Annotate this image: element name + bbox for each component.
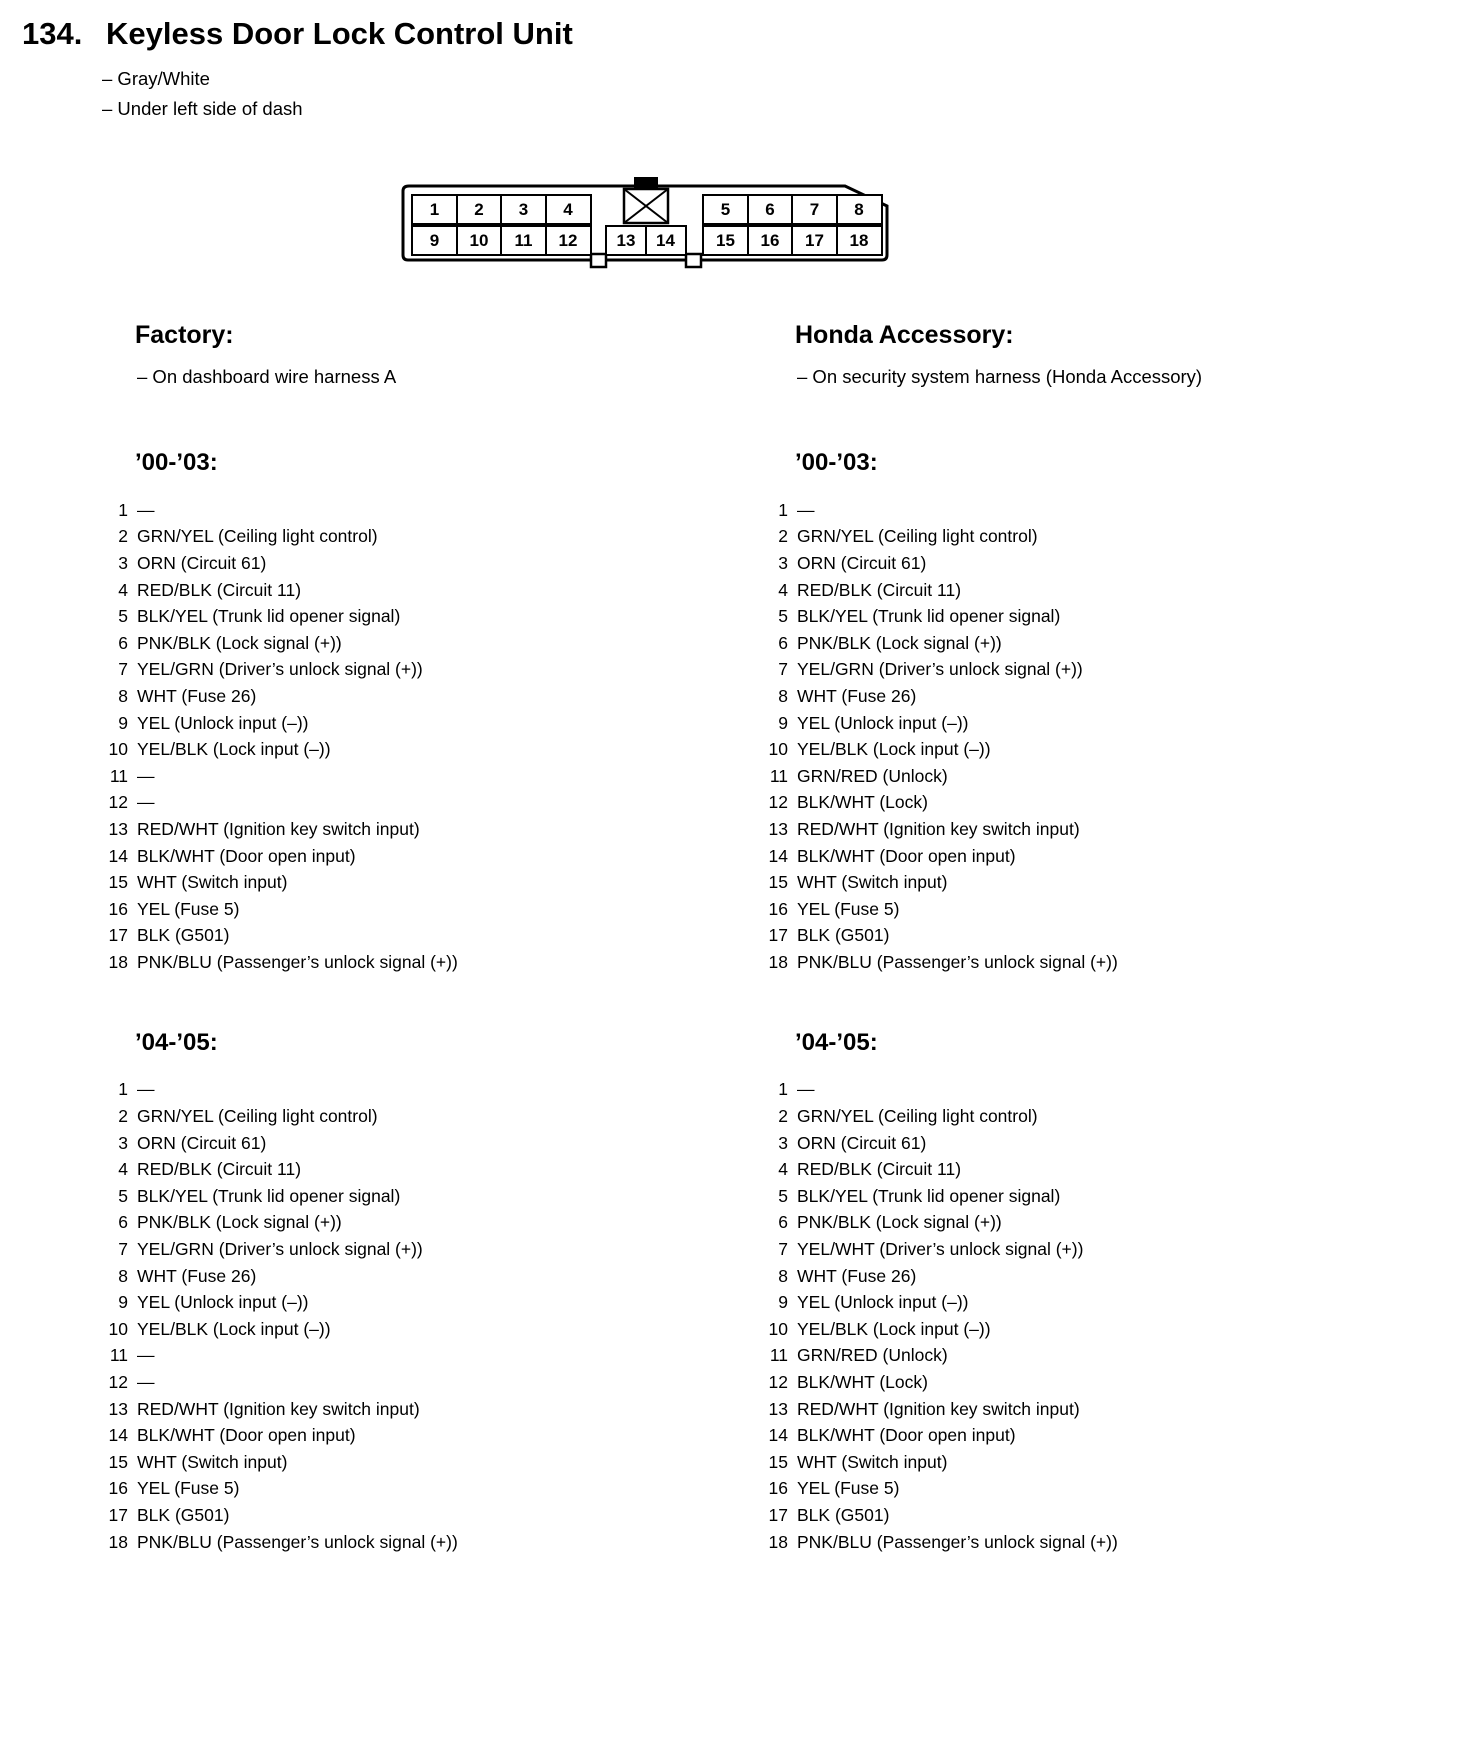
- pin-row: [750, 843, 1410, 870]
- pin-number: 14: [768, 845, 788, 866]
- pin-label: YEL/GRN (Driver’s unlock signal (+)): [137, 659, 423, 680]
- pin-row: [750, 1343, 1410, 1370]
- pin-row: [750, 923, 1410, 950]
- pin-label: YEL (Fuse 5): [797, 1478, 900, 1499]
- pin-row: [90, 603, 750, 630]
- pin-label: YEL/BLK (Lock input (–)): [137, 1318, 331, 1339]
- year-heading: ’04-’05:: [135, 1028, 218, 1056]
- pin-row: [750, 1476, 1410, 1503]
- pin-row: [750, 577, 1410, 604]
- pin-number: 18: [108, 1531, 128, 1552]
- pin-number: 3: [118, 552, 128, 573]
- pin-row: [90, 1476, 750, 1503]
- connector-pin-3: 3: [500, 194, 547, 225]
- connector-pin-10: 10: [456, 225, 503, 256]
- pin-number: 7: [118, 659, 128, 680]
- pin-row: [90, 1210, 750, 1237]
- pin-number: 15: [768, 1451, 788, 1472]
- pin-number: 6: [778, 1212, 788, 1233]
- pin-number: 12: [108, 792, 128, 813]
- pin-row: [750, 524, 1410, 551]
- connector-pin-12: 12: [545, 225, 592, 256]
- pin-label: PNK/BLK (Lock signal (+)): [137, 1212, 342, 1233]
- pin-number: 18: [108, 951, 128, 972]
- pin-number: 3: [778, 552, 788, 573]
- pin-number: 12: [768, 1372, 788, 1393]
- pin-label: GRN/RED (Unlock): [797, 765, 948, 786]
- pin-label: GRN/YEL (Ceiling light control): [797, 526, 1038, 547]
- pin-label: YEL/WHT (Driver’s unlock signal (+)): [797, 1239, 1084, 1260]
- pin-row: [90, 1396, 750, 1423]
- pin-label: BLK/WHT (Door open input): [797, 1425, 1016, 1446]
- pin-label: WHT (Fuse 26): [137, 1265, 257, 1286]
- title-text: Keyless Door Lock Control Unit: [106, 16, 573, 51]
- pin-label: —: [137, 1345, 155, 1366]
- pin-number: 9: [778, 712, 788, 733]
- pin-row: [90, 1343, 750, 1370]
- pin-number: 11: [109, 765, 128, 786]
- connector-diagram: [399, 176, 891, 272]
- pin-number: 15: [108, 1451, 128, 1472]
- pin-label: BLK/YEL (Trunk lid opener signal): [797, 606, 1061, 627]
- connector-notch: [591, 254, 606, 267]
- pin-row: [750, 710, 1410, 737]
- pin-number: 1: [118, 1079, 128, 1100]
- pin-row: [90, 497, 750, 524]
- pin-number: 17: [108, 925, 128, 946]
- pin-number: 8: [778, 1265, 788, 1286]
- section-number: 134.: [22, 16, 83, 51]
- pin-row: [750, 1422, 1410, 1449]
- pin-row: [90, 869, 750, 896]
- pin-label: YEL/GRN (Driver’s unlock signal (+)): [137, 1239, 423, 1260]
- pin-label: PNK/BLK (Lock signal (+)): [137, 632, 342, 653]
- pin-label: PNK/BLK (Lock signal (+)): [797, 1212, 1002, 1233]
- pin-row: [750, 790, 1410, 817]
- pin-row: [90, 1183, 750, 1210]
- pin-label: RED/BLK (Circuit 11): [137, 1159, 302, 1180]
- pin-label: BLK/WHT (Lock): [797, 792, 928, 813]
- connector-pin-4: 4: [545, 194, 592, 225]
- pin-number: 17: [768, 1504, 788, 1525]
- pin-label: WHT (Switch input): [797, 1451, 948, 1472]
- pin-number: 13: [108, 1398, 128, 1419]
- pin-label: WHT (Switch input): [797, 872, 948, 893]
- pin-row: [750, 1130, 1410, 1157]
- pin-row: [90, 1289, 750, 1316]
- pin-label: BLK/YEL (Trunk lid opener signal): [797, 1185, 1061, 1206]
- pin-row: [750, 1369, 1410, 1396]
- pin-label: ORN (Circuit 61): [137, 1132, 267, 1153]
- connector-pin-9: 9: [411, 225, 458, 256]
- pin-number: 8: [118, 1265, 128, 1286]
- pin-row: [90, 1529, 750, 1556]
- pin-row: [750, 550, 1410, 577]
- pin-row: [90, 550, 750, 577]
- pin-label: GRN/YEL (Ceiling light control): [137, 526, 378, 547]
- connector-pin-18: 18: [836, 225, 883, 256]
- pin-number: 17: [768, 925, 788, 946]
- pin-row: [750, 1236, 1410, 1263]
- pin-row: [90, 923, 750, 950]
- connector-pin-7: 7: [791, 194, 838, 225]
- pin-label: —: [137, 499, 155, 520]
- connector-pin-5: 5: [702, 194, 749, 225]
- pin-number: 7: [778, 659, 788, 680]
- pin-number: 8: [778, 685, 788, 706]
- pin-label: YEL (Unlock input (–)): [797, 712, 969, 733]
- pin-list: [750, 1077, 1410, 1556]
- pin-label: BLK/WHT (Door open input): [797, 845, 1016, 866]
- pin-label: YEL (Fuse 5): [137, 1478, 240, 1499]
- pin-row: [90, 843, 750, 870]
- column-heading: Factory:: [135, 321, 234, 349]
- pin-number: 11: [769, 765, 788, 786]
- connector-pin-6: 6: [747, 194, 794, 225]
- pin-number: 16: [768, 1478, 788, 1499]
- pin-row: [750, 603, 1410, 630]
- pin-number: 4: [118, 1159, 128, 1180]
- pin-number: 15: [768, 872, 788, 893]
- pin-row: [750, 1396, 1410, 1423]
- pin-label: YEL (Unlock input (–)): [137, 1292, 309, 1313]
- pin-label: ORN (Circuit 61): [137, 552, 267, 573]
- pin-number: 14: [768, 1425, 788, 1446]
- pin-row: [90, 1236, 750, 1263]
- pin-number: 18: [768, 951, 788, 972]
- pin-label: —: [797, 1079, 815, 1100]
- pin-number: 12: [108, 1372, 128, 1393]
- pin-number: 8: [118, 685, 128, 706]
- pin-row: [750, 1289, 1410, 1316]
- pin-row: [90, 736, 750, 763]
- pin-number: 3: [118, 1132, 128, 1153]
- pin-label: BLK/YEL (Trunk lid opener signal): [137, 1185, 401, 1206]
- pin-label: —: [137, 1079, 155, 1100]
- pin-number: 7: [118, 1239, 128, 1260]
- subtitle: [102, 64, 1472, 124]
- pin-row: [90, 1077, 750, 1104]
- pin-row: [750, 869, 1410, 896]
- pin-label: GRN/RED (Unlock): [797, 1345, 948, 1366]
- pin-row: [90, 763, 750, 790]
- pin-row: [90, 1263, 750, 1290]
- pin-label: WHT (Switch input): [137, 1451, 288, 1472]
- pinout-columns: [0, 320, 1472, 1555]
- pin-row: [750, 657, 1410, 684]
- pin-number: 4: [118, 579, 128, 600]
- pin-number: 14: [108, 1425, 128, 1446]
- column-note: – On security system harness (Honda Accessory): [797, 366, 1203, 387]
- page-title: [0, 16, 1472, 52]
- connector-key-icon: [624, 177, 668, 223]
- pin-number: 6: [118, 1212, 128, 1233]
- pin-label: WHT (Fuse 26): [797, 1265, 917, 1286]
- pin-row: [90, 1449, 750, 1476]
- pin-number: 17: [108, 1504, 128, 1525]
- pin-label: BLK (G501): [137, 1504, 230, 1525]
- pin-label: YEL (Unlock input (–)): [137, 712, 309, 733]
- pin-row: [750, 949, 1410, 976]
- pin-label: PNK/BLU (Passenger’s unlock signal (+)): [797, 1531, 1118, 1552]
- pin-number: 13: [768, 1398, 788, 1419]
- pin-number: 16: [108, 898, 128, 919]
- pin-label: YEL/GRN (Driver’s unlock signal (+)): [797, 659, 1083, 680]
- pin-label: RED/WHT (Ignition key switch input): [797, 818, 1080, 839]
- pin-number: 4: [778, 1159, 788, 1180]
- pin-number: 14: [108, 845, 128, 866]
- pin-row: [90, 816, 750, 843]
- pin-row: [90, 657, 750, 684]
- pin-row: [750, 1077, 1410, 1104]
- pin-row: [90, 1130, 750, 1157]
- pin-number: 11: [109, 1345, 128, 1366]
- pin-label: BLK/WHT (Door open input): [137, 845, 356, 866]
- pin-row: [750, 1210, 1410, 1237]
- pin-label: RED/BLK (Circuit 11): [797, 1159, 962, 1180]
- pin-label: —: [137, 765, 155, 786]
- pin-number: 4: [778, 579, 788, 600]
- pin-number: 1: [778, 1079, 788, 1100]
- connector-pin-2: 2: [456, 194, 503, 225]
- pin-row: [90, 1422, 750, 1449]
- pin-row: [750, 683, 1410, 710]
- pin-row: [90, 790, 750, 817]
- pin-row: [90, 710, 750, 737]
- pin-row: [750, 896, 1410, 923]
- pin-row: [750, 1529, 1410, 1556]
- pin-number: 5: [778, 606, 788, 627]
- pin-label: YEL/BLK (Lock input (–)): [797, 1318, 991, 1339]
- pin-label: YEL (Fuse 5): [797, 898, 900, 919]
- pin-row: [90, 683, 750, 710]
- connector-pin-1: 1: [411, 194, 458, 225]
- pin-row: [750, 1502, 1410, 1529]
- pin-number: 10: [768, 739, 788, 760]
- pin-row: [90, 1316, 750, 1343]
- pin-label: —: [797, 499, 815, 520]
- column-heading: Honda Accessory:: [795, 321, 1014, 349]
- pin-row: [750, 1183, 1410, 1210]
- pin-number: 11: [769, 1345, 788, 1366]
- pin-row: [750, 736, 1410, 763]
- pin-label: BLK/WHT (Lock): [797, 1372, 928, 1393]
- pin-number: 2: [118, 526, 128, 547]
- column-factory: [90, 320, 750, 1555]
- pin-row: [750, 1449, 1410, 1476]
- pin-row: [750, 763, 1410, 790]
- pin-number: 10: [108, 739, 128, 760]
- pin-row: [90, 524, 750, 551]
- pin-row: [90, 1103, 750, 1130]
- pin-number: 16: [768, 898, 788, 919]
- pin-number: 12: [768, 792, 788, 813]
- pin-label: WHT (Fuse 26): [797, 685, 917, 706]
- connector-pin-8: 8: [836, 194, 883, 225]
- pin-label: WHT (Switch input): [137, 872, 288, 893]
- pin-label: YEL/BLK (Lock input (–)): [797, 739, 991, 760]
- pin-label: RED/BLK (Circuit 11): [137, 579, 302, 600]
- pin-number: 2: [778, 1106, 788, 1127]
- pin-row: [750, 1156, 1410, 1183]
- year-heading: ’04-’05:: [795, 1028, 878, 1056]
- pin-row: [750, 816, 1410, 843]
- pin-number: 16: [108, 1478, 128, 1499]
- pin-number: 1: [118, 499, 128, 520]
- pin-row: [90, 577, 750, 604]
- pin-number: 5: [118, 1185, 128, 1206]
- connector-pin-14: 14: [645, 225, 687, 256]
- pin-row: [750, 1263, 1410, 1290]
- subtitle-line: – Gray/White: [102, 68, 210, 89]
- pin-label: BLK (G501): [137, 925, 230, 946]
- pin-number: 10: [108, 1318, 128, 1339]
- pin-row: [90, 1502, 750, 1529]
- pin-label: RED/WHT (Ignition key switch input): [797, 1398, 1080, 1419]
- pin-row: [750, 630, 1410, 657]
- year-heading: ’00-’03:: [795, 449, 878, 476]
- pin-row: [90, 1369, 750, 1396]
- year-heading: ’00-’03:: [135, 449, 218, 476]
- pin-number: 3: [778, 1132, 788, 1153]
- pin-row: [90, 949, 750, 976]
- pin-number: 2: [778, 526, 788, 547]
- pin-row: [90, 1156, 750, 1183]
- pin-number: 7: [778, 1239, 788, 1260]
- connector-notch: [686, 254, 701, 267]
- pin-label: BLK/YEL (Trunk lid opener signal): [137, 606, 401, 627]
- pin-label: PNK/BLU (Passenger’s unlock signal (+)): [797, 951, 1118, 972]
- pin-label: YEL (Fuse 5): [137, 898, 240, 919]
- pin-number: 2: [118, 1106, 128, 1127]
- pin-row: [750, 1103, 1410, 1130]
- connector-pin-13: 13: [605, 225, 647, 256]
- pin-label: RED/BLK (Circuit 11): [797, 579, 962, 600]
- pin-label: PNK/BLU (Passenger’s unlock signal (+)): [137, 1531, 458, 1552]
- pin-label: RED/WHT (Ignition key switch input): [137, 818, 420, 839]
- pin-number: 10: [768, 1318, 788, 1339]
- pin-list: [90, 1077, 750, 1556]
- pin-label: ORN (Circuit 61): [797, 552, 927, 573]
- pin-label: —: [137, 792, 155, 813]
- pin-label: RED/WHT (Ignition key switch input): [137, 1398, 420, 1419]
- pin-number: 9: [118, 712, 128, 733]
- pin-number: 9: [778, 1292, 788, 1313]
- pin-number: 13: [108, 818, 128, 839]
- pin-list: [750, 497, 1410, 976]
- pin-list: [90, 497, 750, 976]
- pin-label: GRN/YEL (Ceiling light control): [137, 1106, 378, 1127]
- pin-number: 1: [778, 499, 788, 520]
- pin-label: PNK/BLK (Lock signal (+)): [797, 632, 1002, 653]
- pin-row: [750, 497, 1410, 524]
- pin-label: WHT (Fuse 26): [137, 685, 257, 706]
- pin-number: 15: [108, 872, 128, 893]
- pin-label: BLK/WHT (Door open input): [137, 1425, 356, 1446]
- pin-label: YEL/BLK (Lock input (–)): [137, 739, 331, 760]
- pin-label: PNK/BLU (Passenger’s unlock signal (+)): [137, 951, 458, 972]
- column-note: – On dashboard wire harness A: [137, 366, 397, 387]
- pin-number: 6: [118, 632, 128, 653]
- pin-number: 5: [118, 606, 128, 627]
- pin-label: BLK (G501): [797, 925, 890, 946]
- connector-pin-17: 17: [791, 225, 838, 256]
- column-honda-accessory: [750, 320, 1410, 1555]
- pin-number: 6: [778, 632, 788, 653]
- connector-pin-15: 15: [702, 225, 749, 256]
- pin-row: [90, 896, 750, 923]
- pin-label: —: [137, 1372, 155, 1393]
- pin-label: BLK (G501): [797, 1504, 890, 1525]
- connector-pin-16: 16: [747, 225, 794, 256]
- connector-pin-11: 11: [500, 225, 547, 256]
- pin-row: [750, 1316, 1410, 1343]
- pin-number: 5: [778, 1185, 788, 1206]
- pin-label: ORN (Circuit 61): [797, 1132, 927, 1153]
- subtitle-line: – Under left side of dash: [102, 98, 303, 119]
- pin-label: YEL (Unlock input (–)): [797, 1292, 969, 1313]
- pin-number: 18: [768, 1531, 788, 1552]
- pin-row: [90, 630, 750, 657]
- pin-label: GRN/YEL (Ceiling light control): [797, 1106, 1038, 1127]
- pin-number: 9: [118, 1292, 128, 1313]
- pin-number: 13: [768, 818, 788, 839]
